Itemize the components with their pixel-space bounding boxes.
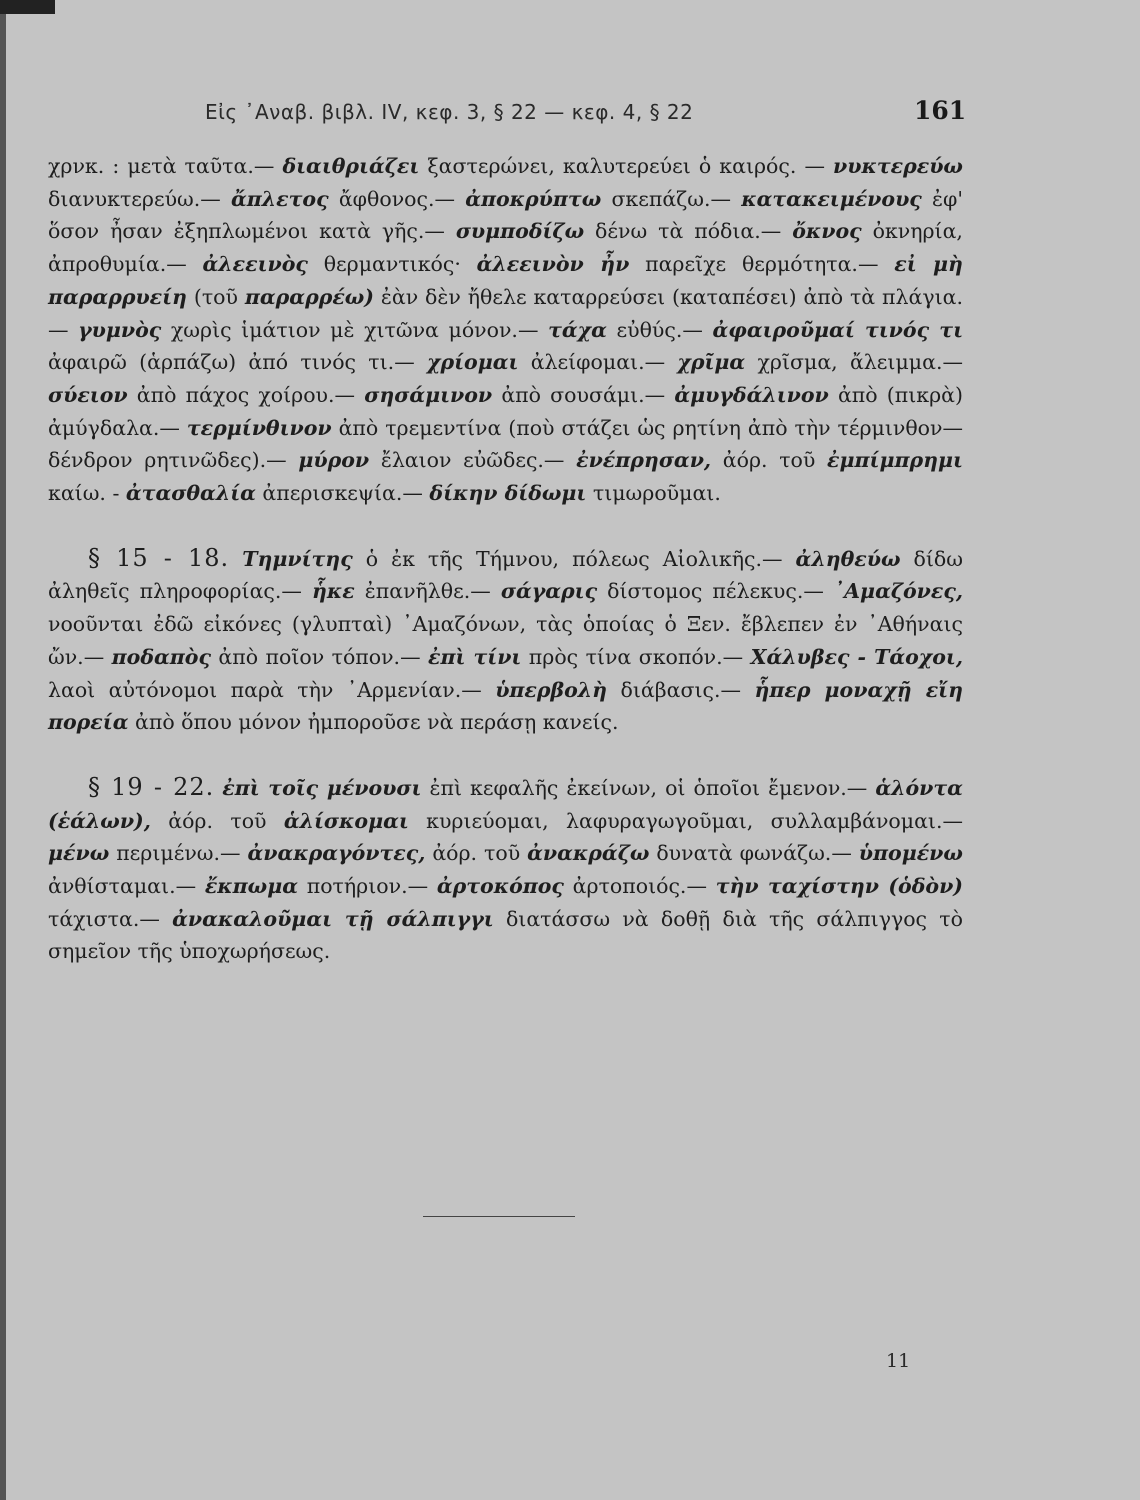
definition: ἀπὸ πάχος χοίρου.—: [136, 382, 356, 407]
definition: δένω τὰ πόδια.—: [595, 219, 782, 244]
term: ἄπλετος: [231, 186, 329, 211]
term: ἀποκρύπτω: [465, 186, 602, 211]
definition: ἀρτοποιός.—: [572, 874, 707, 899]
definition: ἀπὸ ὅπου μόνον ἠμποροῦσε νὰ περάσῃ κανείς.: [135, 710, 619, 735]
term: ὑπερβολὴ: [495, 677, 608, 702]
definition: τιμωροῦμαι.: [592, 481, 721, 506]
term: μύρον: [298, 448, 370, 473]
term: ἀρτοκόπος: [436, 874, 564, 899]
term: ἀφαιροῦμαί τινός τι: [712, 317, 963, 342]
definition: χωρὶς ἱμάτιον μὲ χιτῶνα μόνον.—: [170, 317, 539, 342]
signature-mark: 11: [886, 1350, 911, 1372]
term: ἐνέπρησαν,: [576, 448, 712, 473]
definition: δυνατὰ φωνάζω.—: [656, 841, 852, 866]
page-binding-edge: [0, 0, 6, 1500]
definition: νοοῦνται ἐδῶ εἰκόνες (γλυπταὶ) ᾿Αμαζόνων, τὰς ὁποίας ὁ Ξεν. ἔβλεπεν ἐν ᾿Αθήναις ὤν.—: [48, 612, 963, 669]
term: ἧπερ μοναχῇ εἴη πορεία: [48, 677, 963, 735]
term: κατακειμένους: [741, 186, 922, 211]
term: ὑπομένω: [858, 841, 963, 866]
term: Τημνίτης: [242, 546, 353, 571]
term: ἧκε: [311, 579, 355, 604]
term: ἁλόντα (ἑάλων),: [48, 775, 963, 833]
definition: ἐὰν δὲν ἤθελε καταρρεύσει (καταπέσει) ἀπὸ τὰ πλάγια.—: [48, 284, 963, 342]
definition: ἔλαιον εὐῶδες.—: [380, 448, 565, 473]
term: δίκην δίδωμι: [429, 481, 587, 506]
definition: ξαστερώνει, καλυτερεύει ὁ καιρός. —: [427, 154, 825, 178]
term: ἐπὶ τοῖς μένουσι: [222, 775, 422, 800]
definition: κυριεύομαι, λαφυραγωγοῦμαι, συλλαμβάνομαι.—: [426, 808, 963, 833]
definition: ὀκνηρία, ἀπροθυμία.—: [48, 219, 963, 277]
definition: ἀόρ. τοῦ: [722, 448, 816, 473]
definition: ὁ ἐκ τῆς Τήμνου, πόλεως Αἰολικῆς.—: [365, 546, 783, 571]
term: ἀτασθαλία: [125, 481, 256, 506]
term: παραρρέω): [244, 284, 375, 309]
term: συμποδίζω: [455, 219, 585, 244]
term: ἀνακράζω: [527, 841, 650, 866]
definition: ἄφθονος.—: [338, 186, 455, 211]
section-number: § 19 - 22.: [88, 772, 215, 801]
definition: χρνκ. : μετὰ ταῦτα.—: [48, 154, 275, 178]
definition: περιμένω.—: [116, 841, 241, 866]
definition: θερμαντικός·: [323, 252, 461, 277]
definition: ἀπερισκεψία.—: [262, 481, 423, 506]
page-corner-shadow: [0, 0, 55, 14]
definition: σκεπάζω.—: [611, 186, 732, 211]
term: διαιθριάζει: [282, 154, 420, 178]
definition: χρῖσμα, ἄλειμμα.—: [757, 350, 963, 375]
term: τερμίνθινον: [186, 415, 332, 440]
glossary-section-19-22: [48, 771, 963, 968]
term: τάχα: [548, 317, 607, 342]
term: χρῖμα: [677, 350, 746, 375]
definition: ἐπὶ κεφαλῆς ἐκείνων, οἱ ὁποῖοι ἔμενον.—: [429, 775, 868, 800]
definition: ποτήριον.—: [306, 874, 429, 899]
definition: ἀλείφομαι.—: [530, 350, 666, 375]
term: ἔκπωμα: [204, 874, 298, 899]
page-number: 161: [914, 96, 967, 125]
text-block: [48, 150, 963, 1000]
section-number: § 15 - 18.: [88, 543, 230, 572]
definition: ἀπὸ τρεμεντίνα (ποὺ στάζει ὡς ρητίνη ἀπὸ τὴν τέρμινθον— δένδρον ρητινῶδες).—: [48, 415, 963, 473]
term: σύειον: [48, 382, 128, 407]
definition: διανυκτερεύω.—: [48, 186, 221, 211]
definition: ἀόρ. τοῦ: [168, 808, 267, 833]
definition: πρὸς τίνα σκοπόν.—: [528, 644, 744, 669]
definition: ἀόρ. τοῦ: [432, 841, 521, 866]
definition: λαοὶ αὐτόνομοι παρὰ τὴν ᾿Αρμενίαν.—: [48, 677, 482, 702]
term: ἐπὶ τίνι: [428, 644, 522, 669]
term: ἀνακαλοῦμαι τῇ σάλπιγγι: [172, 906, 494, 931]
term: ἁλίσκομαι: [283, 808, 409, 833]
running-head: Εἰς ᾿Αναβ. βιβλ. IV, κεφ. 3, § 22 — κεφ. 4, § 22: [205, 100, 694, 124]
definition: ἀπὸ ποῖον τόπον.—: [218, 644, 421, 669]
definition: (τοῦ: [193, 284, 238, 309]
term: εἰ μὴ παραρρυείη: [48, 252, 963, 309]
term: χρίομαι: [426, 350, 519, 375]
term: ἐμπίμπρημι: [827, 448, 963, 473]
glossary-paragraph-continued: [48, 150, 963, 510]
glossary-section-15-18: [48, 542, 963, 739]
page-header: [0, 96, 1140, 136]
end-rule: [423, 1216, 575, 1217]
term: ἀλεεινὸς: [202, 252, 308, 277]
definition: διάβασις.—: [620, 677, 741, 702]
definition: ἐπανῆλθε.—: [364, 579, 491, 604]
term: σησάμινον: [364, 382, 493, 407]
definition: ἀνθίσταμαι.—: [48, 874, 197, 899]
term: ἀληθεύω: [795, 546, 901, 571]
definition: δίδω ἀληθεῖς πληροφορίας.—: [48, 546, 963, 604]
term: ὄκνος: [792, 219, 862, 244]
term: ἀλεεινὸν ἦν: [476, 252, 630, 277]
definition: παρεῖχε θερμότητα.—: [645, 252, 879, 277]
definition: τάχιστα.—: [48, 906, 160, 931]
definition: καίω. -: [48, 481, 120, 506]
definition: ἀφαιρῶ (ἁρπάζω) ἀπό τινός τι.—: [48, 350, 415, 375]
term: ᾿Αμαζόνες,: [833, 579, 963, 604]
term: τὴν ταχίστην (ὁδὸν): [715, 874, 963, 899]
definition: διατάσσω νὰ δοθῇ διὰ τῆς σάλπιγγος τὸ σημεῖον τῆς ὑποχωρήσεως.: [48, 906, 963, 964]
term: σάγαρις: [500, 579, 598, 604]
term: ποδαπὸς: [111, 644, 211, 669]
definition: εὐθύς.—: [616, 317, 703, 342]
definition: ἀπὸ (πικρὰ) ἀμύγδαλα.—: [48, 382, 963, 440]
term: μένω: [48, 841, 110, 866]
term: γυμνὸς: [78, 317, 162, 342]
term: ἀμυγδάλινον: [674, 382, 829, 407]
term: νυκτερεύω: [833, 154, 963, 178]
term: Χάλυβες - Τάοχοι,: [750, 644, 963, 669]
definition: δίστομος πέλεκυς.—: [607, 579, 824, 604]
definition: ἀπὸ σουσάμι.—: [501, 382, 666, 407]
definition: ἐφ' ὅσον ἦσαν ἐξηπλωμένοι κατὰ γῆς.—: [48, 186, 963, 244]
term: ἀνακραγόντες,: [247, 841, 426, 866]
